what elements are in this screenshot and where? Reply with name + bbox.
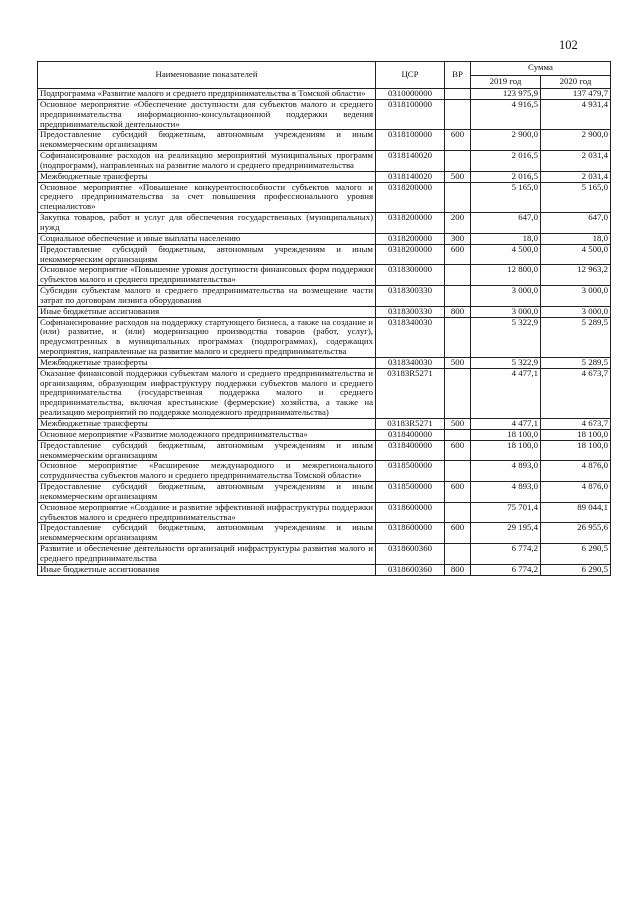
table-row — [38, 130, 611, 151]
row-name-cell: Иные бюджетные ассигнования — [38, 306, 376, 317]
row-vr-cell — [445, 544, 471, 565]
row-csr-cell: 0318200000 — [376, 244, 445, 265]
row-csr-cell: 0318500000 — [376, 482, 445, 503]
row-sum-2020-cell: 5 289,5 — [541, 357, 611, 368]
row-name-cell: Основное мероприятие «Развитие молодежного предпринимательства» — [38, 429, 376, 440]
row-vr-cell — [445, 286, 471, 307]
row-sum-2020-cell: 6 290,5 — [541, 544, 611, 565]
row-vr-cell: 600 — [445, 482, 471, 503]
row-name-cell: Социальное обеспечение и иные выплаты населению — [38, 233, 376, 244]
row-name-cell: Предоставление субсидий бюджетным, автономным учреждениям и иным некоммерческим организациям — [38, 440, 376, 461]
row-name-cell: Иные бюджетные ассигнования — [38, 564, 376, 575]
row-sum-2020-cell: 3 000,0 — [541, 286, 611, 307]
row-vr-cell — [445, 89, 471, 100]
row-sum-2020-cell: 26 955,6 — [541, 523, 611, 544]
row-sum-2020-cell: 4 931,4 — [541, 99, 611, 130]
table-body — [38, 89, 611, 576]
row-sum-2019-cell: 18 100,0 — [471, 440, 541, 461]
header-sum: Сумма — [471, 62, 611, 76]
row-csr-cell: 0318200000 — [376, 182, 445, 213]
table-row — [38, 151, 611, 172]
row-sum-2019-cell: 75 701,4 — [471, 502, 541, 523]
row-csr-cell: 0318400000 — [376, 440, 445, 461]
row-sum-2019-cell: 4 477,1 — [471, 419, 541, 430]
row-vr-cell: 600 — [445, 523, 471, 544]
row-csr-cell: 0318600000 — [376, 523, 445, 544]
header-year-2020: 2020 год — [541, 75, 611, 89]
table-row — [38, 89, 611, 100]
table-row — [38, 182, 611, 213]
row-name-cell: Развитие и обеспечение деятельности организаций инфраструктуры развития малого и среднего предпринимательства — [38, 544, 376, 565]
row-sum-2020-cell: 4 673,7 — [541, 419, 611, 430]
row-csr-cell: 0318140020 — [376, 171, 445, 182]
row-sum-2019-cell: 3 000,0 — [471, 286, 541, 307]
row-sum-2019-cell: 5 322,9 — [471, 357, 541, 368]
table-row — [38, 233, 611, 244]
row-sum-2020-cell: 4 876,0 — [541, 482, 611, 503]
row-sum-2019-cell: 123 975,9 — [471, 89, 541, 100]
row-csr-cell: 0310000000 — [376, 89, 445, 100]
row-csr-cell: 0318140020 — [376, 151, 445, 172]
row-vr-cell — [445, 317, 471, 357]
table-row — [38, 564, 611, 575]
row-vr-cell: 800 — [445, 564, 471, 575]
row-name-cell: Закупка товаров, работ и услуг для обеспечения государственных (муниципальных) нужд — [38, 213, 376, 234]
row-csr-cell: 0318100000 — [376, 99, 445, 130]
table-row — [38, 429, 611, 440]
row-vr-cell — [445, 502, 471, 523]
row-sum-2020-cell: 89 044,1 — [541, 502, 611, 523]
row-name-cell: Основное мероприятие «Повышение уровня доступности финансовых форм поддержки субъектов малого и среднего предпринимательства» — [38, 265, 376, 286]
row-vr-cell: 800 — [445, 306, 471, 317]
row-sum-2020-cell: 12 963,2 — [541, 265, 611, 286]
row-vr-cell — [445, 151, 471, 172]
row-vr-cell: 600 — [445, 130, 471, 151]
table-row — [38, 502, 611, 523]
table-row — [38, 523, 611, 544]
row-vr-cell: 500 — [445, 419, 471, 430]
row-csr-cell: 0318200000 — [376, 233, 445, 244]
header-year-2019: 2019 год — [471, 75, 541, 89]
row-csr-cell: 0318300000 — [376, 265, 445, 286]
row-vr-cell: 200 — [445, 213, 471, 234]
row-sum-2020-cell: 4 876,0 — [541, 461, 611, 482]
row-vr-cell: 300 — [445, 233, 471, 244]
row-sum-2020-cell: 4 500,0 — [541, 244, 611, 265]
table-header — [38, 62, 611, 89]
table-row — [38, 544, 611, 565]
row-sum-2020-cell: 18,0 — [541, 233, 611, 244]
row-sum-2020-cell: 2 900,0 — [541, 130, 611, 151]
row-sum-2020-cell: 3 000,0 — [541, 306, 611, 317]
row-vr-cell: 500 — [445, 171, 471, 182]
row-name-cell: Подпрограмма «Развитие малого и среднего предпринимательства в Томской области» — [38, 89, 376, 100]
table-row — [38, 171, 611, 182]
row-name-cell: Основное мероприятие «Расширение международного и межрегионального сотрудничества субъектов малого и среднего предпринимательства Томской области» — [38, 461, 376, 482]
row-csr-cell: 0318500000 — [376, 461, 445, 482]
row-name-cell: Предоставление субсидий бюджетным, автономным учреждениям и иным некоммерческим организациям — [38, 244, 376, 265]
row-name-cell: Межбюджетные трансферты — [38, 419, 376, 430]
row-name-cell: Софинансирование расходов на поддержку стартующего бизнеса, а также на создание и (или) развитие, и (или) модернизацию производства товаров (работ, услуг), предусмотренных в муниципальных программах (подпрограммах), содержащих мероприятия, направленные на развитие малого и среднего предпринимательства — [38, 317, 376, 357]
row-vr-cell: 600 — [445, 440, 471, 461]
row-sum-2019-cell: 29 195,4 — [471, 523, 541, 544]
table-row — [38, 482, 611, 503]
header-vr: ВР — [445, 62, 471, 89]
row-sum-2019-cell: 2 016,5 — [471, 151, 541, 172]
row-sum-2019-cell: 4 893,0 — [471, 482, 541, 503]
row-name-cell: Основное мероприятие «Создание и развитие эффективной инфраструктуры поддержки субъектов малого и среднего предпринимательства» — [38, 502, 376, 523]
row-sum-2020-cell: 4 673,7 — [541, 368, 611, 418]
row-sum-2020-cell: 18 100,0 — [541, 429, 611, 440]
row-sum-2019-cell: 3 000,0 — [471, 306, 541, 317]
row-sum-2020-cell: 2 031,4 — [541, 151, 611, 172]
row-name-cell: Оказание финансовой поддержки субъектам малого и среднего предпринимательства и организациям, образующим инфраструктуру поддержки субъектов малого и среднего предпринимательства (государственная поддержка малого и среднего предпринимательства, включая крестьянские (фермерские) хозяйства, а также на реализацию мероприятий по поддержке молодежного предпринимательства) — [38, 368, 376, 418]
row-sum-2019-cell: 5 165,0 — [471, 182, 541, 213]
row-csr-cell: 0318200000 — [376, 213, 445, 234]
table-row — [38, 286, 611, 307]
row-sum-2020-cell: 137 479,7 — [541, 89, 611, 100]
table-row — [38, 440, 611, 461]
row-vr-cell — [445, 182, 471, 213]
table-row — [38, 461, 611, 482]
row-sum-2019-cell: 2 900,0 — [471, 130, 541, 151]
row-name-cell: Предоставление субсидий бюджетным, автономным учреждениям и иным некоммерческим организациям — [38, 482, 376, 503]
budget-table — [37, 61, 611, 576]
page-number: 102 — [559, 38, 578, 52]
row-sum-2019-cell: 5 322,9 — [471, 317, 541, 357]
table-row — [38, 244, 611, 265]
row-name-cell: Основное мероприятие «Обеспечение доступности для субъектов малого и среднего предпринимательства информационно-консультационной поддержки ведения предпринимательской деятельности» — [38, 99, 376, 130]
row-csr-cell: 0318600000 — [376, 502, 445, 523]
table-row — [38, 368, 611, 418]
row-sum-2020-cell: 5 289,5 — [541, 317, 611, 357]
table-row — [38, 357, 611, 368]
row-name-cell: Софинансирование расходов на реализацию мероприятий муниципальных программ (подпрограмм), направленных на развитие малого и среднего предпринимательства — [38, 151, 376, 172]
table-row — [38, 317, 611, 357]
row-vr-cell — [445, 99, 471, 130]
row-vr-cell — [445, 265, 471, 286]
header-name: Наименование показателей — [38, 62, 376, 89]
row-csr-cell: 03183R5271 — [376, 419, 445, 430]
row-sum-2019-cell: 6 774,2 — [471, 564, 541, 575]
row-sum-2020-cell: 6 290,5 — [541, 564, 611, 575]
table-row — [38, 265, 611, 286]
row-csr-cell: 0318400000 — [376, 429, 445, 440]
row-vr-cell — [445, 368, 471, 418]
row-name-cell: Предоставление субсидий бюджетным, автономным учреждениям и иным некоммерческим организациям — [38, 523, 376, 544]
row-name-cell: Основное мероприятие «Повышение конкурентоспособности субъектов малого и среднего предпринимательства за счет повышения профессионального уровня специалистов» — [38, 182, 376, 213]
table-row — [38, 419, 611, 430]
row-csr-cell: 0318300330 — [376, 286, 445, 307]
row-sum-2020-cell: 18 100,0 — [541, 440, 611, 461]
row-name-cell: Межбюджетные трансферты — [38, 171, 376, 182]
row-csr-cell: 0318100000 — [376, 130, 445, 151]
row-sum-2019-cell: 2 016,5 — [471, 171, 541, 182]
row-vr-cell: 500 — [445, 357, 471, 368]
row-sum-2019-cell: 4 500,0 — [471, 244, 541, 265]
row-vr-cell: 600 — [445, 244, 471, 265]
row-csr-cell: 0318300330 — [376, 306, 445, 317]
row-sum-2019-cell: 18 100,0 — [471, 429, 541, 440]
row-name-cell: Субсидии субъектам малого и среднего предпринимательства на возмещение части затрат по договорам лизинга оборудования — [38, 286, 376, 307]
row-name-cell: Межбюджетные трансферты — [38, 357, 376, 368]
row-sum-2020-cell: 647,0 — [541, 213, 611, 234]
row-sum-2019-cell: 6 774,2 — [471, 544, 541, 565]
row-sum-2019-cell: 12 800,0 — [471, 265, 541, 286]
row-sum-2020-cell: 2 031,4 — [541, 171, 611, 182]
row-sum-2019-cell: 4 893,0 — [471, 461, 541, 482]
row-vr-cell — [445, 429, 471, 440]
row-csr-cell: 0318340030 — [376, 357, 445, 368]
row-sum-2019-cell: 647,0 — [471, 213, 541, 234]
row-sum-2020-cell: 5 165,0 — [541, 182, 611, 213]
row-csr-cell: 0318600360 — [376, 564, 445, 575]
row-name-cell: Предоставление субсидий бюджетным, автономным учреждениям и иным некоммерческим организациям — [38, 130, 376, 151]
row-csr-cell: 03183R5271 — [376, 368, 445, 418]
table-row — [38, 99, 611, 130]
header-csr: ЦСР — [376, 62, 445, 89]
row-csr-cell: 0318340030 — [376, 317, 445, 357]
row-sum-2019-cell: 18,0 — [471, 233, 541, 244]
table-row — [38, 306, 611, 317]
row-sum-2019-cell: 4 477,1 — [471, 368, 541, 418]
row-sum-2019-cell: 4 916,5 — [471, 99, 541, 130]
row-vr-cell — [445, 461, 471, 482]
row-csr-cell: 0318600360 — [376, 544, 445, 565]
table-row — [38, 213, 611, 234]
